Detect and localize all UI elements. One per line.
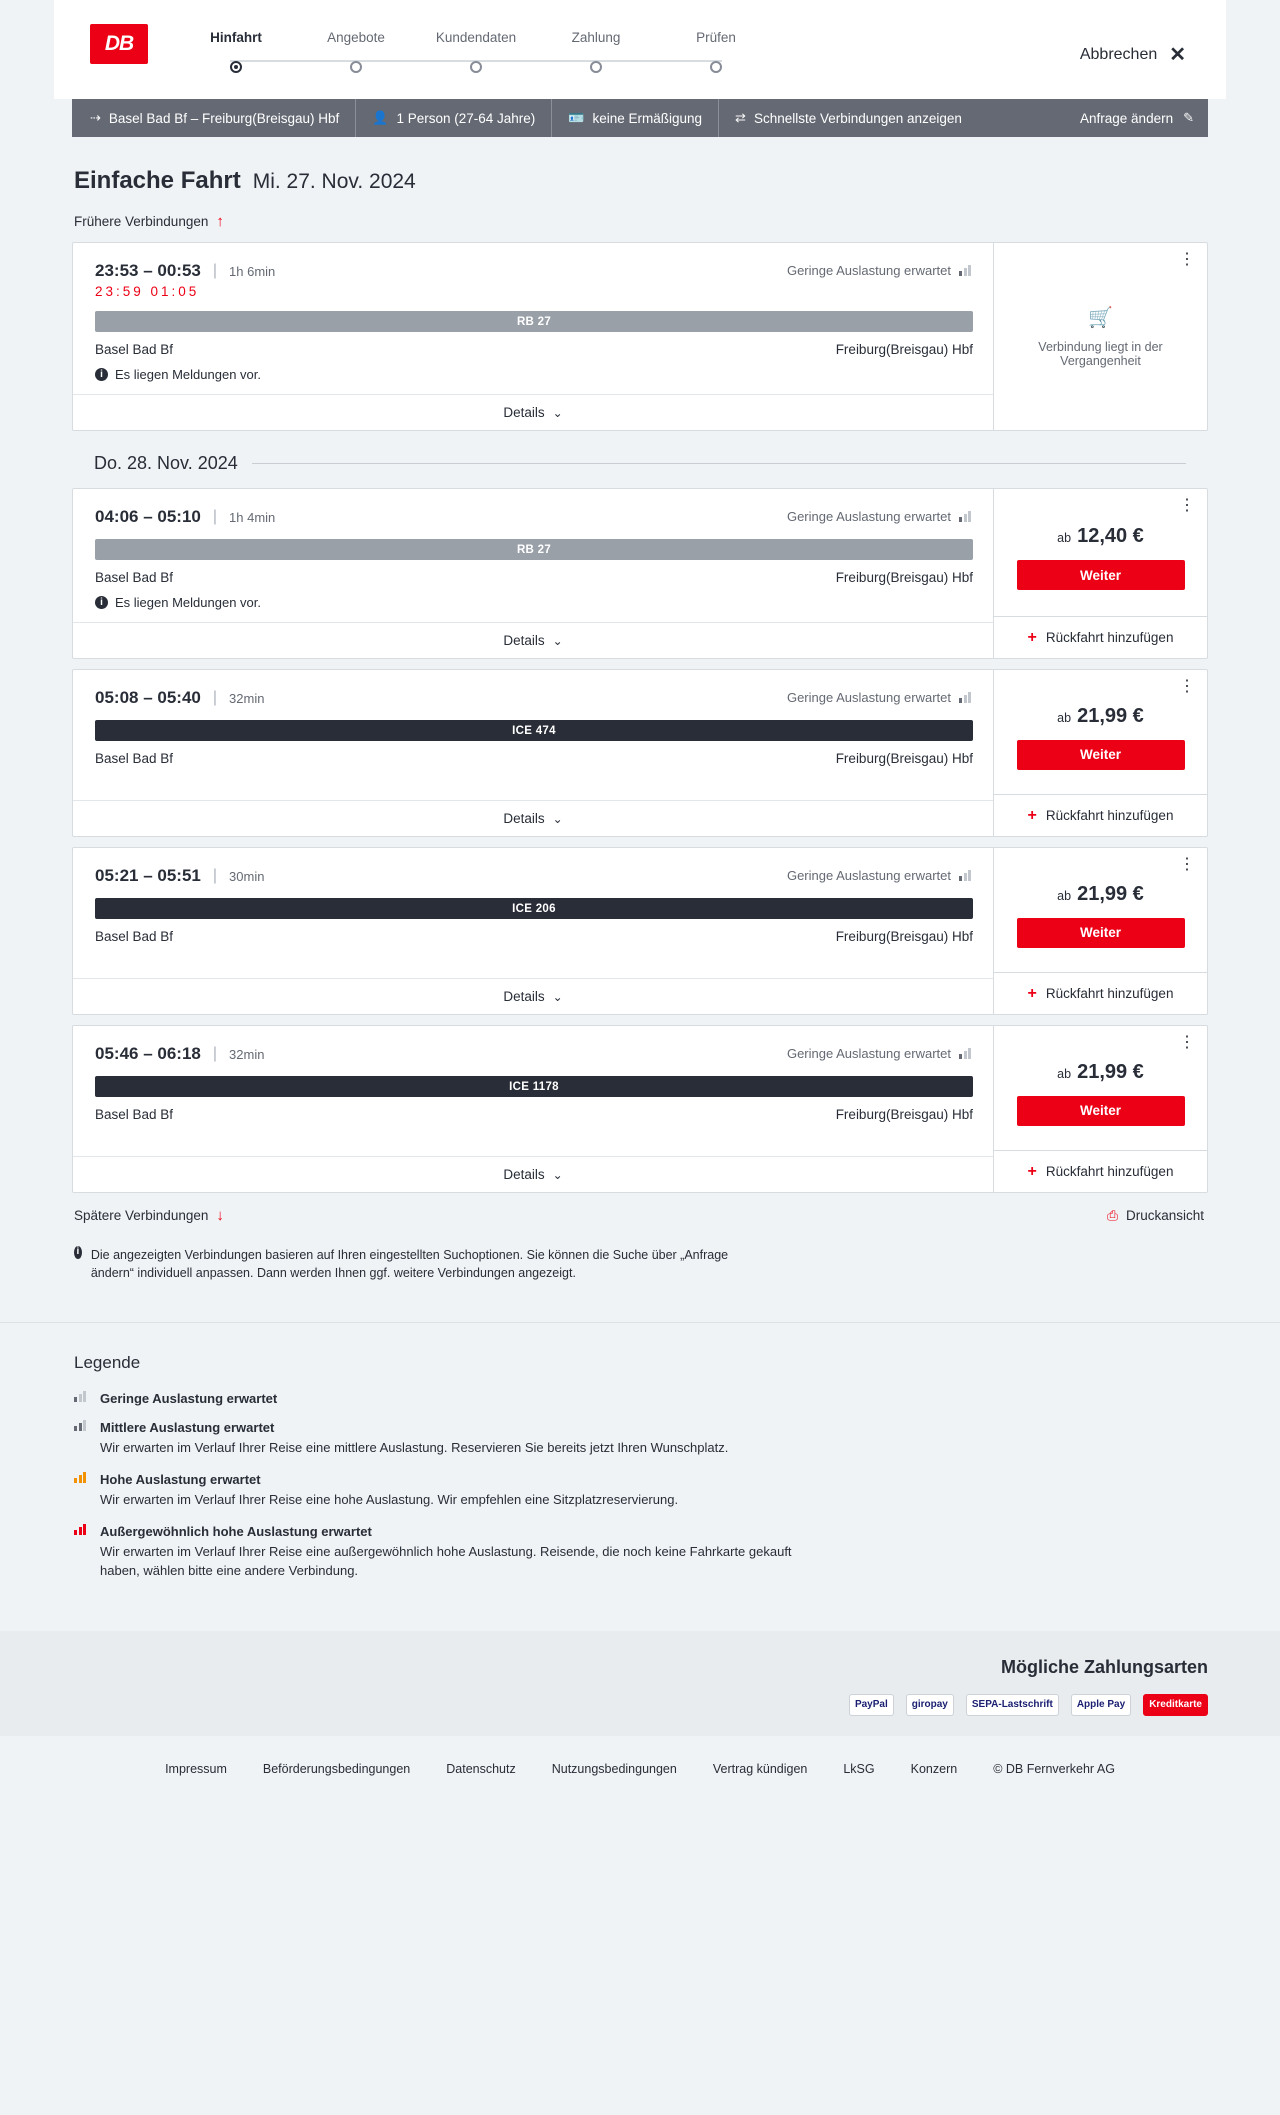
details-label: Details [503, 1167, 545, 1182]
add-return-trip-label: Rückfahrt hinzufügen [1045, 1164, 1174, 1179]
info-icon: i [95, 368, 108, 381]
connection-stations [95, 929, 973, 944]
connection-times: 05:21 – 05:51 [95, 866, 201, 885]
more-options-icon[interactable]: ⋮ [1179, 856, 1195, 873]
stepper-labels [176, 30, 776, 45]
connection-load [787, 263, 971, 278]
connection-to: Freiburg(Breisgau) Hbf [835, 929, 973, 944]
train-badge: RB 27 [95, 539, 973, 560]
connection-duration: 32min [229, 1046, 265, 1062]
legend-item-desc: Wir erwarten im Verlauf Ihrer Reise eine hohe Auslastung. Wir empfehlen eine Sitzplatzreservierung. [100, 1492, 679, 1508]
connection-load-label: Geringe Auslastung erwartet [786, 1046, 951, 1061]
add-return-trip-button[interactable] [994, 1150, 1207, 1192]
connection-details [73, 670, 993, 836]
earlier-connections-label: Frühere Verbindungen [74, 214, 209, 229]
divider: | [212, 508, 218, 525]
page-title: Einfache Fahrt [74, 167, 241, 194]
price-block [994, 1026, 1207, 1150]
train-badge: ICE 1178 [95, 1076, 973, 1097]
print-view-button[interactable] [1107, 1208, 1204, 1224]
query-discount-label: keine Ermäßigung [592, 110, 703, 126]
legend-section [0, 1322, 1280, 1630]
details-toggle[interactable] [73, 800, 993, 836]
earlier-connections-button[interactable] [74, 213, 224, 230]
connection-card[interactable] [72, 1025, 1208, 1193]
step-dot-pruefen[interactable] [710, 61, 722, 73]
print-icon: ⎙ [1107, 1207, 1118, 1223]
price [1057, 705, 1144, 728]
continue-button[interactable]: Weiter [1017, 918, 1185, 948]
day-separator-label: Do. 28. Nov. 2024 [94, 453, 238, 473]
query-passengers-label: 1 Person (27-64 Jahre) [396, 110, 536, 126]
search-options-hint-text: Die angezeigten Verbindungen basieren auf Ihren eingestellten Suchoptionen. Sie können die Suche über „Anfrage ändern“ individuell anpassen. Dann werden Ihnen ggf. weitere Verbindungen angezeigt. [90, 1248, 729, 1281]
query-sorting-label: Schnellste Verbindungen anzeigen [753, 110, 962, 126]
price-prefix: ab [1057, 888, 1072, 903]
connection-notice[interactable] [95, 367, 973, 382]
info-icon: i [95, 596, 108, 609]
footer-link-konzern[interactable]: Konzern [910, 1761, 958, 1776]
details-toggle[interactable] [73, 394, 993, 430]
query-passengers[interactable] [356, 99, 552, 137]
person-icon: 👤 [372, 110, 389, 125]
price [1057, 525, 1144, 548]
occupancy-icon [959, 1048, 971, 1059]
chevron-down-icon: ⌄ [552, 1167, 563, 1182]
details-label: Details [503, 633, 545, 648]
connection-duration: 1h 4min [229, 509, 276, 525]
details-toggle[interactable] [73, 1156, 993, 1192]
connection-times: 23:53 – 00:53 [95, 261, 201, 280]
connection-stations [95, 751, 973, 766]
price-value: 21,99 € [1077, 704, 1144, 727]
payment-methods-section [0, 1631, 1280, 1736]
footer-link-impressum[interactable]: Impressum [165, 1761, 227, 1776]
price-block [994, 670, 1207, 794]
footer-link-befoerderungsbedingungen[interactable]: Beförderungsbedingungen [262, 1761, 411, 1776]
card-icon: 🪪 [568, 110, 585, 125]
add-return-trip-label: Rückfahrt hinzufügen [1045, 630, 1174, 645]
legend-item-title: Geringe Auslastung erwartet [100, 1391, 278, 1407]
cancel-button[interactable] [1080, 42, 1186, 67]
past-connection-note [994, 243, 1207, 430]
occupancy-high-icon [74, 1472, 86, 1483]
connection-aside [993, 670, 1207, 836]
legend-item-mid [74, 1420, 1208, 1458]
results-main [72, 137, 1208, 1322]
connection-stations [95, 570, 973, 585]
continue-button[interactable]: Weiter [1017, 560, 1185, 590]
chevron-down-icon: ⌄ [552, 633, 563, 648]
price-prefix: ab [1057, 1066, 1072, 1081]
divider: | [212, 1045, 218, 1062]
details-label: Details [503, 811, 545, 826]
connection-card[interactable] [72, 847, 1208, 1015]
connection-notice[interactable] [95, 595, 973, 610]
payment-methods-list [72, 1694, 1208, 1716]
step-dot-hinfahrt[interactable] [230, 61, 242, 73]
payment-methods-title: Mögliche Zahlungsarten [1000, 1656, 1208, 1677]
day-separator-rule [252, 463, 1186, 464]
sepa-icon: SEPA-Lastschrift [966, 1694, 1059, 1716]
footer-links [72, 1762, 1208, 1776]
connection-load-label: Geringe Auslastung erwartet [786, 868, 951, 883]
divider: | [212, 867, 218, 884]
price-value: 21,99 € [1077, 882, 1144, 905]
step-zahlung[interactable]: Zahlung [571, 30, 621, 45]
connection-times: 05:46 – 06:18 [95, 1044, 201, 1063]
connection-load [787, 868, 971, 883]
search-options-hint [72, 1246, 772, 1282]
occupancy-veryhigh-icon [74, 1524, 86, 1535]
connection-card[interactable] [72, 242, 1208, 431]
connection-from: Basel Bad Bf [95, 1107, 174, 1122]
more-options-icon[interactable]: ⋮ [1179, 1034, 1195, 1051]
legend-item-veryhigh [74, 1524, 1208, 1581]
price-prefix: ab [1057, 710, 1072, 725]
db-logo[interactable]: DB [90, 24, 148, 64]
arrow-down-icon: ↓ [216, 1207, 224, 1224]
page-title-row [72, 167, 1208, 195]
price-block [994, 848, 1207, 972]
occupancy-icon [959, 870, 971, 881]
header [54, 0, 1226, 99]
connection-load-label: Geringe Auslastung erwartet [786, 690, 951, 705]
checkout-stepper [176, 14, 776, 73]
train-badge: ICE 474 [95, 720, 973, 741]
legend-item-desc: Wir erwarten im Verlauf Ihrer Reise eine mittlere Auslastung. Reservieren Sie bereits jetzt Ihren Wunschplatz. [100, 1440, 729, 1456]
connection-from: Basel Bad Bf [95, 342, 174, 357]
paypal-icon: PayPal [849, 1694, 894, 1716]
giropay-icon: giropay [906, 1694, 954, 1716]
connection-load-label: Geringe Auslastung erwartet [786, 509, 951, 524]
connection-details [73, 243, 993, 430]
step-angebote[interactable]: Angebote [327, 30, 385, 45]
connection-details [73, 1026, 993, 1192]
connection-times: 04:06 – 05:10 [95, 507, 201, 526]
chevron-down-icon: ⌄ [552, 989, 563, 1004]
occupancy-icon [959, 265, 971, 276]
footer-link-datenschutz[interactable]: Datenschutz [446, 1761, 516, 1776]
print-view-label: Druckansicht [1125, 1208, 1204, 1223]
legend-item-desc: Wir erwarten im Verlauf Ihrer Reise eine außergewöhnlich hohe Auslastung. Reisende, die noch keine Fahrkarte gekauft haben, wählen bitte eine andere Verbindung. [100, 1543, 792, 1578]
route-icon: ⇢ [90, 110, 101, 125]
details-toggle[interactable] [73, 978, 993, 1014]
connection-duration: 32min [229, 690, 265, 706]
continue-button[interactable]: Weiter [1017, 740, 1185, 770]
more-options-icon[interactable]: ⋮ [1179, 497, 1195, 514]
add-return-trip-label: Rückfahrt hinzufügen [1045, 986, 1174, 1001]
connection-to: Freiburg(Breisgau) Hbf [835, 751, 973, 766]
sort-icon: ⇄ [735, 110, 746, 125]
connection-aside [993, 243, 1207, 430]
legend-item-title: Mittlere Auslastung erwartet [100, 1420, 275, 1436]
footer-link-nutzungsbedingungen[interactable]: Nutzungsbedingungen [551, 1761, 677, 1776]
plus-icon: + [1027, 1162, 1037, 1180]
train-badge: RB 27 [95, 311, 973, 332]
connection-stations [95, 342, 973, 357]
occupancy-icon [959, 511, 971, 522]
legend-item-title: Hohe Auslastung erwartet [100, 1472, 261, 1488]
price-block [994, 489, 1207, 616]
add-return-trip-button[interactable] [994, 972, 1207, 1014]
add-return-trip-button[interactable] [994, 616, 1207, 658]
plus-icon: + [1027, 628, 1037, 646]
close-icon[interactable]: ✕ [1169, 44, 1186, 66]
connection-load [787, 509, 971, 524]
later-connections-label: Spätere Verbindungen [74, 1208, 209, 1223]
connection-times: 05:08 – 05:40 [95, 688, 201, 707]
connection-load [787, 690, 971, 705]
add-return-trip-button[interactable] [994, 794, 1207, 836]
step-dot-angebote[interactable] [350, 61, 362, 73]
connection-duration: 1h 6min [229, 263, 276, 279]
price-value: 21,99 € [1077, 1060, 1144, 1083]
details-label: Details [503, 405, 545, 420]
connection-delay: 23:59 01:05 [95, 284, 200, 299]
occupancy-icon [959, 692, 971, 703]
pencil-icon[interactable]: ✎ [1183, 110, 1194, 125]
chevron-down-icon: ⌄ [552, 811, 563, 826]
query-summary-bar [72, 99, 1208, 137]
connection-duration: 30min [229, 868, 265, 884]
day-separator [94, 453, 1208, 474]
results-bottom-row [72, 1207, 1208, 1224]
connection-card[interactable] [72, 669, 1208, 837]
arrow-up-icon: ↑ [216, 213, 224, 230]
step-dot-kundendaten[interactable] [470, 61, 482, 73]
legend-item-title: Außergewöhnlich hohe Auslastung erwartet [100, 1523, 372, 1539]
occupancy-low-icon [74, 1391, 86, 1402]
connection-aside [993, 489, 1207, 658]
connection-aside [993, 1026, 1207, 1192]
connection-notice-label: Es liegen Meldungen vor. [115, 595, 261, 610]
occupancy-mid-icon [74, 1420, 86, 1431]
connection-details [73, 848, 993, 1014]
connection-load [787, 1046, 971, 1061]
train-badge: ICE 206 [95, 898, 973, 919]
details-label: Details [503, 989, 545, 1004]
connection-stations [95, 1107, 973, 1122]
more-options-icon[interactable]: ⋮ [1179, 678, 1195, 695]
applepay-icon: Apple Pay [1071, 1694, 1131, 1716]
legend-item-high [74, 1472, 1208, 1510]
stepper-dots [176, 61, 776, 73]
plus-icon: + [1027, 984, 1037, 1002]
price [1057, 883, 1144, 906]
divider: | [212, 689, 218, 706]
more-options-icon[interactable]: ⋮ [1179, 251, 1195, 268]
continue-button[interactable]: Weiter [1017, 1096, 1185, 1126]
past-connection-text: Verbindung liegt in der Vergangenheit [1038, 340, 1163, 368]
connection-to: Freiburg(Breisgau) Hbf [835, 1107, 973, 1122]
footer-link-vertrag-kuendigen[interactable]: Vertrag kündigen [712, 1761, 808, 1776]
divider: | [212, 262, 218, 279]
footer [0, 1736, 1280, 1806]
connection-from: Basel Bad Bf [95, 751, 174, 766]
later-connections-button[interactable] [74, 1207, 224, 1224]
connection-from: Basel Bad Bf [95, 570, 174, 585]
step-hinfahrt[interactable]: Hinfahrt [210, 30, 262, 45]
page-title-date: Mi. 27. Nov. 2024 [252, 170, 416, 193]
step-kundendaten[interactable]: Kundendaten [435, 30, 517, 45]
price [1057, 1061, 1144, 1084]
connection-aside [993, 848, 1207, 1014]
chevron-down-icon: ⌄ [552, 405, 563, 420]
legend-item-low [74, 1391, 1208, 1406]
connection-to: Freiburg(Breisgau) Hbf [835, 342, 973, 357]
price-prefix: ab [1057, 531, 1072, 545]
edit-query-label: Anfrage ändern [1080, 110, 1174, 126]
connection-notice-label: Es liegen Meldungen vor. [115, 367, 261, 382]
legend-title: Legende [74, 1353, 141, 1373]
query-route-label: Basel Bad Bf – Freiburg(Breisgau) Hbf [108, 110, 340, 126]
cancel-label: Abbrechen [1079, 45, 1158, 63]
query-discount[interactable] [552, 99, 719, 137]
step-pruefen[interactable]: Prüfen [696, 30, 736, 45]
edit-query-button[interactable] [1064, 110, 1194, 126]
footer-link-lksg[interactable]: LkSG [843, 1761, 875, 1776]
query-route[interactable] [72, 99, 356, 137]
connection-to: Freiburg(Breisgau) Hbf [835, 570, 973, 585]
connection-details [73, 489, 993, 658]
connection-load-label: Geringe Auslastung erwartet [786, 263, 951, 278]
info-icon: i [74, 1246, 82, 1259]
connection-from: Basel Bad Bf [95, 929, 174, 944]
cart-icon: 🛒 [1088, 307, 1113, 329]
footer-copyright: © DB Fernverkehr AG [993, 1761, 1115, 1776]
step-dot-zahlung[interactable] [590, 61, 602, 73]
price-value: 12,40 € [1077, 525, 1144, 547]
add-return-trip-label: Rückfahrt hinzufügen [1045, 808, 1174, 823]
query-sorting[interactable] [719, 99, 978, 137]
creditcard-icon: Kreditkarte [1143, 1694, 1208, 1716]
details-toggle[interactable] [73, 622, 993, 658]
connection-card[interactable] [72, 488, 1208, 659]
plus-icon: + [1027, 806, 1037, 824]
